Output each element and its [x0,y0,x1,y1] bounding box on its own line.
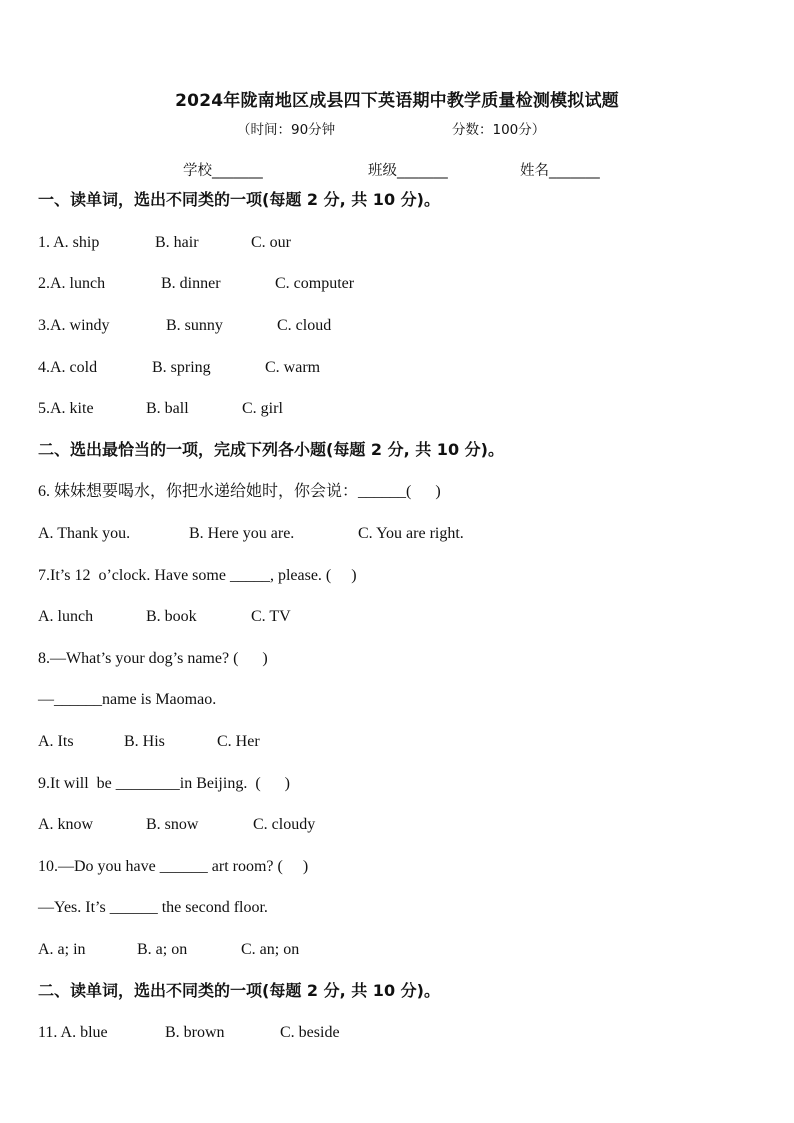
question-5-option-a: 5.A. kite [38,400,94,417]
question-8-option-b: B. His [124,733,165,750]
question-4-option-a: 4.A. cold [38,359,98,376]
question-10-option-a: A. a; in [38,941,86,958]
page-title: 2024年陇南地区成县四下英语期中教学质量检测模拟试题 [175,91,619,111]
question-10-option-c: C. an; on [241,941,300,958]
question-9-option-b: B. snow [146,816,199,833]
question-8-option-a: A. Its [38,733,74,750]
question-10-option-b: B. a; on [137,941,188,958]
class-field: 班级_______ [368,163,448,179]
question-3-option-a: 3.A. windy [38,317,110,334]
section-heading-1: 一、读单词，选出不同类的一项(每题 2 分, 共 10 分)。 [38,190,440,209]
question-9-option-c: C. cloudy [253,816,316,833]
question-4-option-c: C. warm [265,359,321,376]
question-7-option-c: C. TV [251,608,291,625]
question-7-option-b: B. book [146,608,197,625]
question-2-option-a: 2.A. lunch [38,275,106,292]
time-info: （时间：90分钟 [237,122,336,138]
question-9-option-a: A. know [38,816,94,833]
section-heading-2: 二、选出最恰当的一项，完成下列各小题(每题 2 分, 共 10 分)。 [38,440,504,459]
question-4-option-b: B. spring [152,359,211,376]
question-1-option-b: B. hair [155,234,199,251]
question-7-stem: 7.It’s 12 o’clock. Have some _____, please. ( ) [38,567,357,584]
question-8-stem-answer: —______name is Maomao. [38,691,217,708]
question-8-option-c: C. Her [217,733,260,750]
question-1-option-c: C. our [251,234,291,251]
question-9-stem: 9.It will be ________in Beijing. ( ) [38,775,290,792]
question-11-option-b: B. brown [165,1024,225,1041]
score-info: 分数：100分） [452,122,546,138]
question-10-stem-answer: —Yes. It’s ______ the second floor. [38,899,268,916]
question-5-option-c: C. girl [242,400,283,417]
question-3-option-b: B. sunny [166,317,223,334]
question-2-option-c: C. computer [275,275,355,292]
question-8-stem: 8.—What’s your dog’s name? ( ) [38,650,268,667]
name-field: 姓名_______ [520,163,600,179]
question-7-option-a: A. lunch [38,608,94,625]
school-field: 学校_______ [183,163,263,179]
question-6-option-a: A. Thank you. [38,525,131,542]
question-1-option-a: 1. A. ship [38,234,100,251]
question-11-option-a: 11. A. blue [38,1024,108,1041]
question-6-option-c: C. You are right. [358,525,464,542]
question-6-option-b: B. Here you are. [189,525,295,542]
question-3-option-c: C. cloud [277,317,332,334]
question-10-stem: 10.—Do you have ______ art room? ( ) [38,858,309,875]
question-2-option-b: B. dinner [161,275,221,292]
question-11-option-c: C. beside [280,1024,340,1041]
question-6-stem: 6. 妹妹想要喝水，你把水递给她时，你会说：______( ) [38,483,441,500]
section-heading-3: 二、读单词，选出不同类的一项(每题 2 分, 共 10 分)。 [38,981,440,1000]
question-5-option-b: B. ball [146,400,189,417]
